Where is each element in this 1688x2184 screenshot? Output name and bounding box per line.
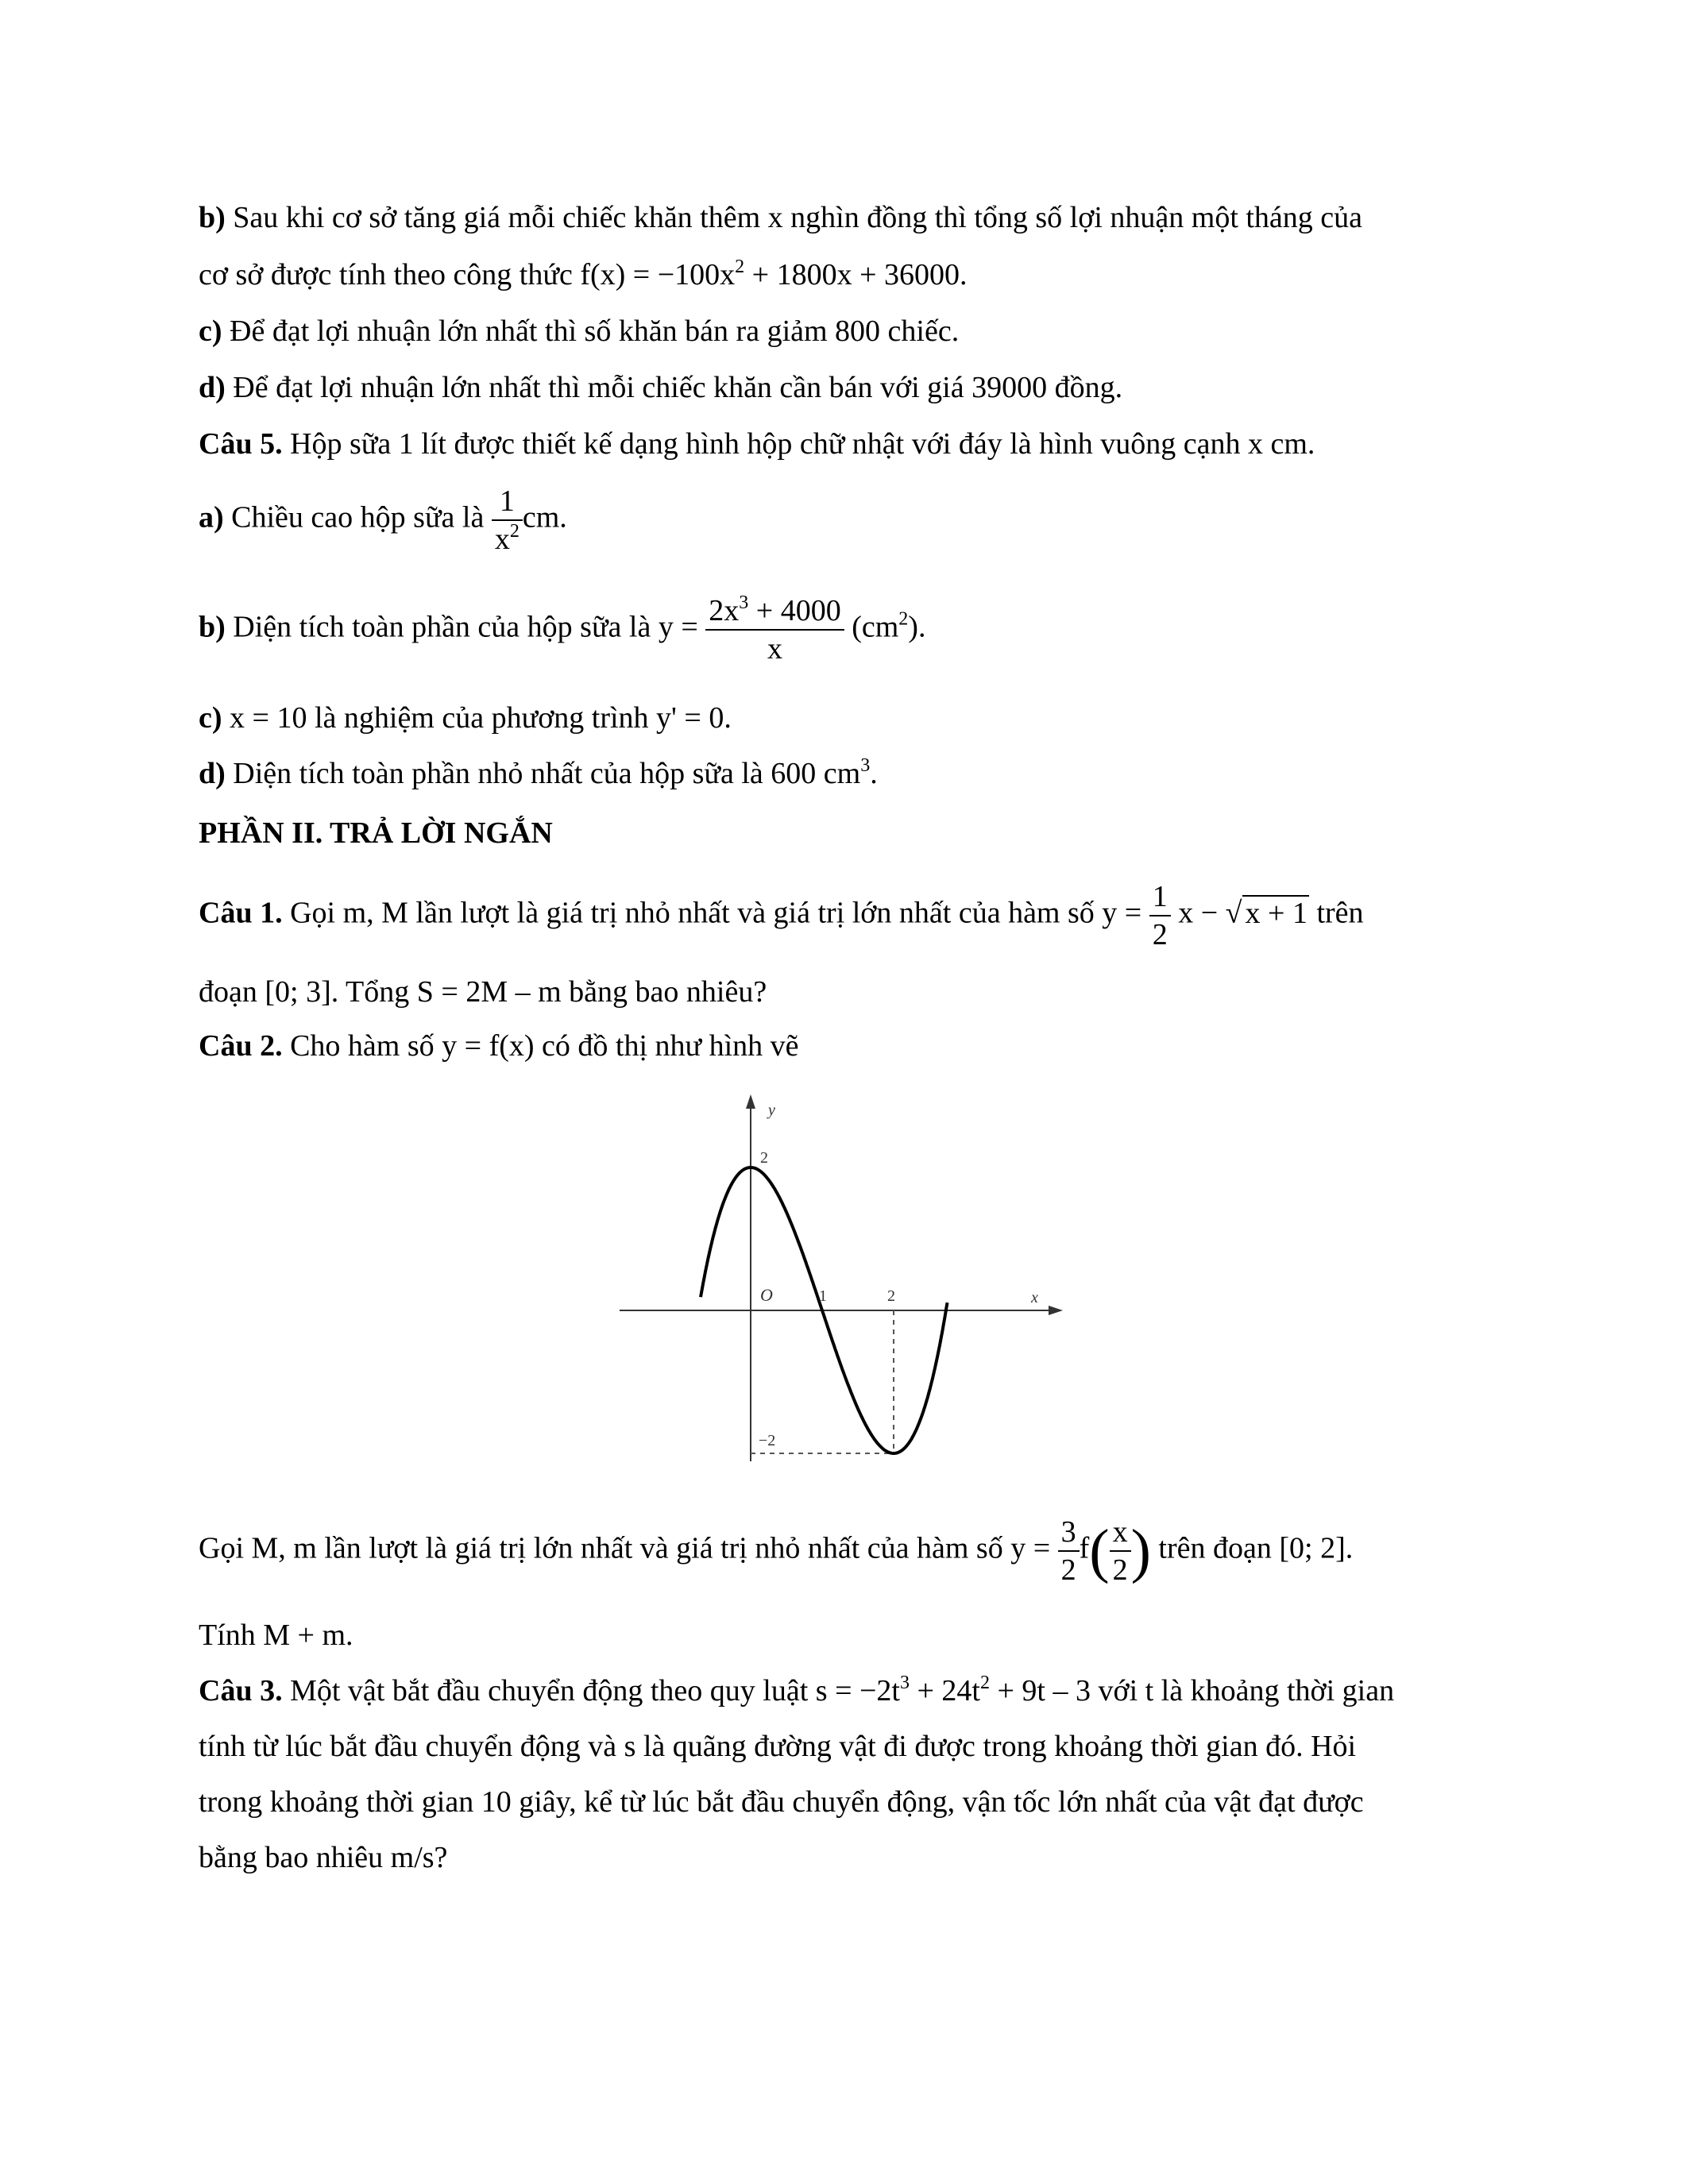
q5-b-unit: (cm xyxy=(852,610,899,644)
q4-b-label: b) xyxy=(199,201,226,234)
c1-sqrt-sign: √ xyxy=(1225,896,1242,930)
c2-inner-fraction xyxy=(1110,1517,1131,1585)
q5-line xyxy=(199,429,1315,459)
q5-d-end: . xyxy=(870,757,878,790)
x-axis-arrow xyxy=(1049,1306,1063,1315)
c1-y: y = xyxy=(1102,896,1142,930)
q4-d-text: Để đạt lợi nhuận lớn nhất thì mỗi chiếc khăn cần bán với giá 39000 đồng. xyxy=(233,371,1123,404)
q4-c-label: c) xyxy=(199,314,222,348)
q4-b-text1: Sau khi cơ sở tăng giá mỗi chiếc khăn thêm x nghìn đồng thì tổng số lợi nhuận một tháng của xyxy=(233,201,1363,234)
c1-den: 2 xyxy=(1152,918,1168,951)
q4-b-line2 xyxy=(199,257,968,291)
q4-d-label: d) xyxy=(199,371,226,404)
c2-paren-open: ( xyxy=(1089,1518,1110,1584)
c2-fraction xyxy=(1058,1517,1080,1585)
q5-a-line xyxy=(199,486,567,554)
q5-d-sup: 3 xyxy=(860,755,871,776)
c2-paren-close: ) xyxy=(1130,1518,1151,1584)
c3-text1b: + 24t xyxy=(909,1674,980,1707)
c1-x: x − xyxy=(1178,896,1219,930)
c1-sqrt: x + 1 xyxy=(1242,895,1309,928)
part2-c3-line4: bằng bao nhiêu m/s? xyxy=(199,1841,448,1874)
origin-label: O xyxy=(760,1285,773,1305)
q5-a-label: a) xyxy=(199,500,224,534)
part2-c3-line1 xyxy=(199,1673,1395,1707)
c3-label: Câu 3. xyxy=(199,1674,283,1707)
q4-b-text2: cơ sở được tính theo công thức f(x) = −100x xyxy=(199,258,736,291)
c1-text: Gọi m, M lần lượt là giá trị nhỏ nhất và giá trị lớn nhất của hàm số xyxy=(290,896,1095,930)
part2-c3-line2: tính từ lúc bắt đầu chuyển động và s là quãng đường vật đi được trong khoảng thời gian đó. Hỏi xyxy=(199,1730,1357,1763)
part2-c1-line1 xyxy=(199,882,1364,950)
tick-label-x-2: 2 xyxy=(887,1287,895,1305)
q5-d-label: d) xyxy=(199,757,226,790)
function-graph xyxy=(612,1088,1072,1469)
q4-b-text3: + 1800x + 36000. xyxy=(744,258,968,291)
c1-label: Câu 1. xyxy=(199,896,283,930)
q5-b-lhs: y = xyxy=(658,610,698,644)
c2-num: 3 xyxy=(1058,1517,1080,1552)
q5-text: Hộp sữa 1 lít được thiết kế dạng hình hộp chữ nhật với đáy là hình vuông cạnh x cm. xyxy=(290,427,1315,461)
q5-a-unit: cm. xyxy=(522,500,567,534)
c2-label: Câu 2. xyxy=(199,1029,283,1063)
part2-c1-line2: đoạn [0; 3]. Tổng S = 2M – m bằng bao nhiêu? xyxy=(199,975,767,1009)
q5-a-num: 1 xyxy=(492,486,523,521)
part2-c2-after-line1 xyxy=(199,1517,1353,1585)
part2-c3-line3: trong khoảng thời gian 10 giây, kể từ lúc bắt đầu chuyển động, vận tốc lớn nhất của vật đạt được xyxy=(199,1785,1364,1819)
tick-label-y-2: 2 xyxy=(760,1149,768,1167)
c3-text1: Một vật bắt đầu chuyển động theo quy luật s = −2t xyxy=(290,1674,900,1707)
q5-b-text: Diện tích toàn phần của hộp sữa là xyxy=(233,610,651,644)
c2-inner-num: x xyxy=(1110,1517,1131,1552)
q5-c-label: c) xyxy=(199,701,222,735)
q5-b-den: x xyxy=(767,632,782,666)
c2-y: y = xyxy=(1010,1531,1051,1565)
q5-a-fraction xyxy=(492,486,523,554)
part2-c2-line xyxy=(199,1031,799,1061)
q5-b-num: 2x xyxy=(709,594,740,627)
c1-fraction xyxy=(1149,882,1171,950)
q5-c-line xyxy=(199,703,732,733)
q4-c-text: Để đạt lợi nhuận lớn nhất thì số khăn bán ra giảm 800 chiếc. xyxy=(230,314,960,348)
q5-b-label: b) xyxy=(199,610,226,644)
c3-sup1: 3 xyxy=(899,1673,910,1693)
q5-d-line xyxy=(199,755,878,790)
q4-b-sup: 2 xyxy=(735,257,745,277)
q5-label: Câu 5. xyxy=(199,427,283,461)
part2-c2-after-line2: Tính M + m. xyxy=(199,1619,353,1652)
c1-tail: trên xyxy=(1316,896,1364,930)
c2-f: f xyxy=(1079,1531,1090,1565)
q5-b-num-rest: + 4000 xyxy=(748,594,841,627)
x-axis-label: x xyxy=(1031,1289,1038,1306)
q5-a-den-wrap xyxy=(492,521,523,554)
q4-d-line xyxy=(199,372,1122,403)
c2-text: Cho hàm số y = f(x) có đồ thị như hình vẽ xyxy=(290,1029,799,1063)
y-axis-label: y xyxy=(768,1102,775,1119)
tick-label-y-neg2: −2 xyxy=(759,1432,776,1449)
c3-sup2: 2 xyxy=(979,1673,990,1693)
c2-den: 2 xyxy=(1060,1553,1076,1587)
q5-c-text: x = 10 là nghiệm của phương trình y' = 0. xyxy=(230,701,732,735)
q4-b-line1 xyxy=(199,203,1362,233)
q5-d-text: Diện tích toàn phần nhỏ nhất của hộp sữa là 600 cm xyxy=(233,757,861,790)
tick-label-x-1: 1 xyxy=(819,1287,827,1305)
c2-inner-den: 2 xyxy=(1112,1553,1128,1587)
q5-b-line xyxy=(199,592,926,666)
y-axis-arrow xyxy=(746,1094,755,1109)
q5-b-unit-end: ). xyxy=(908,610,926,644)
c3-text1c: + 9t – 3 với t là khoảng thời gian xyxy=(989,1674,1395,1707)
q5-b-unit-sup: 2 xyxy=(898,608,909,630)
q5-b-num-wrap xyxy=(705,592,844,631)
q5-a-den-sup: 2 xyxy=(509,521,520,542)
q5-b-num-sup: 3 xyxy=(739,592,749,613)
q5-a-den: x xyxy=(494,523,510,556)
part2-heading: PHẦN II. TRẢ LỜI NGẮN xyxy=(199,816,553,850)
c1-num: 1 xyxy=(1149,882,1171,916)
c2-after2: trên đoạn [0; 2]. xyxy=(1158,1531,1354,1565)
q4-c-line xyxy=(199,316,959,346)
c2-after1: Gọi M, m lần lượt là giá trị lớn nhất và giá trị nhỏ nhất của hàm số xyxy=(199,1531,1003,1565)
q5-b-fraction xyxy=(705,592,844,666)
q5-a-text: Chiều cao hộp sữa là xyxy=(231,500,485,534)
